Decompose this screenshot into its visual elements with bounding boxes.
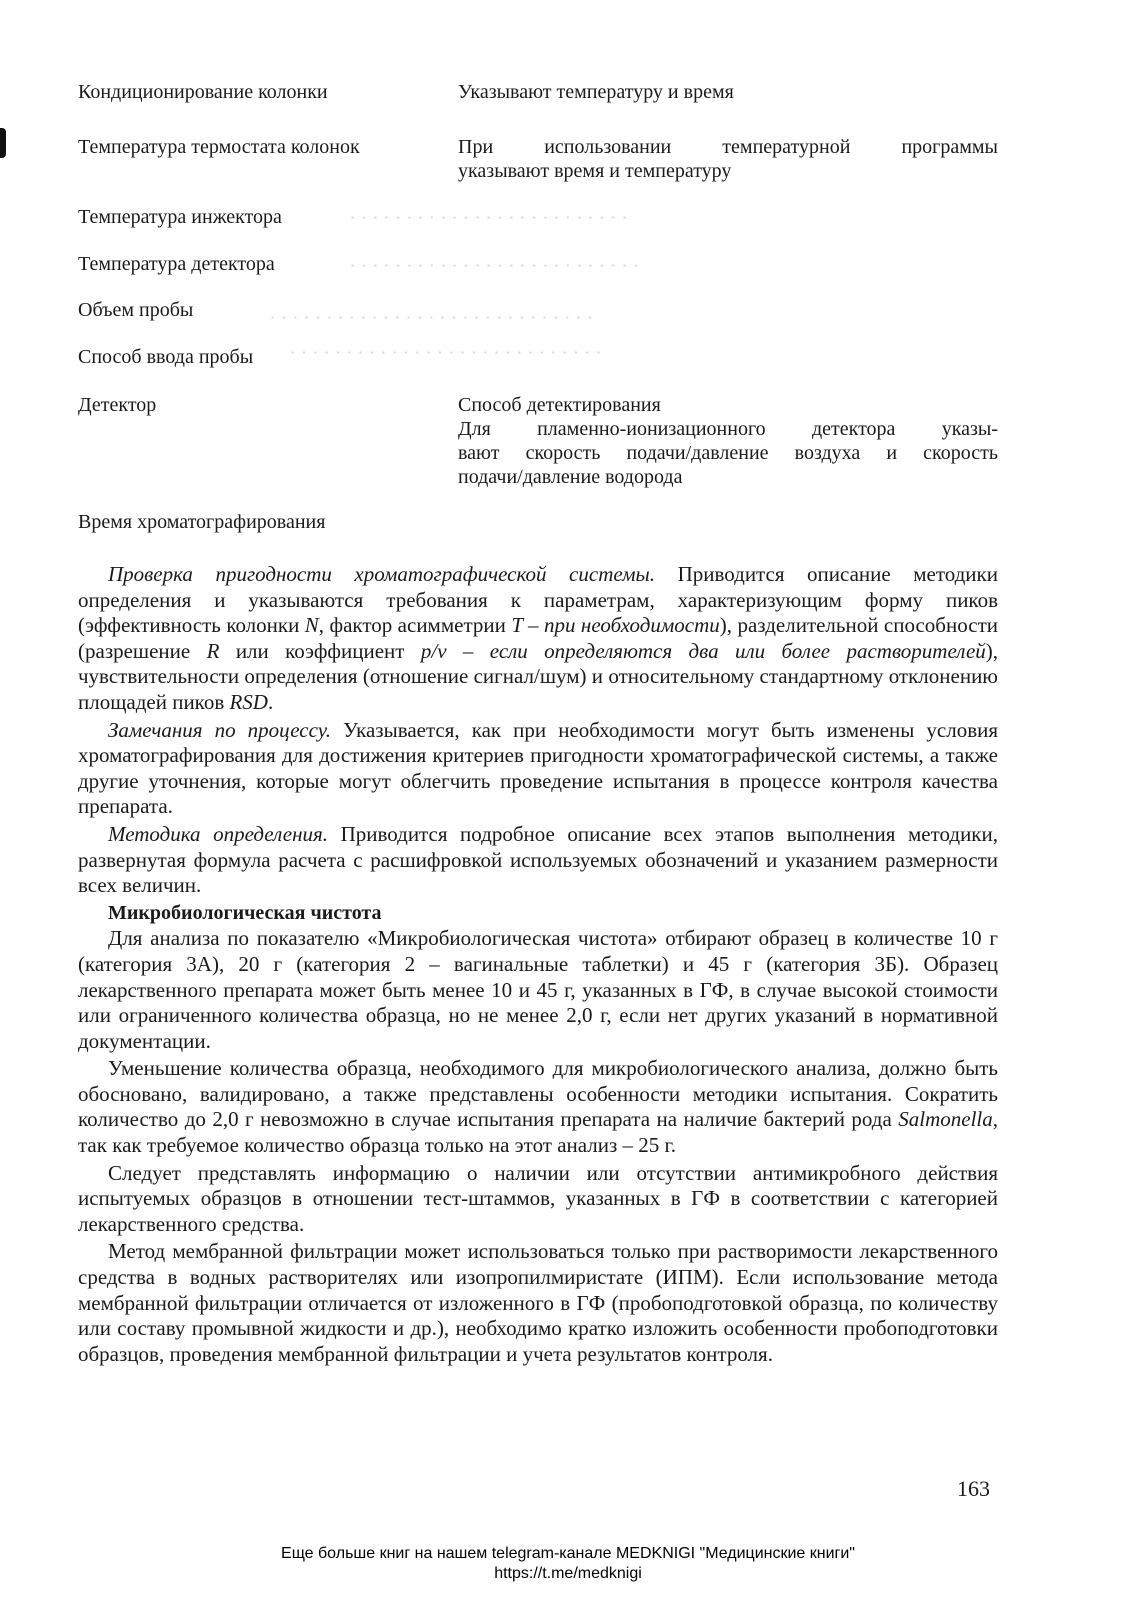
footer-link[interactable]: https://t.me/medknigi: [494, 1565, 642, 1582]
table-value: Способ детектирования Для пламенно-ионизационного детектора указы- вают скорость подачи/давление воздуха и скорость подачи/давление водорода: [458, 394, 998, 488]
table-key: Способ ввода пробы: [78, 346, 254, 368]
section-heading: Микробиологическая чистота: [108, 901, 382, 924]
table-key: Время хроматографирования: [78, 511, 326, 533]
footer-line: Еще больше книг на нашем telegram-канале MEDKNIGI "Медицинские книги": [281, 1545, 855, 1562]
table-key: Температура термостата колонок: [78, 136, 360, 158]
bleed-through-3: · · · · · · · · · · · · · · · · · · · · · · · · · · · · ·: [270, 310, 594, 327]
margin-mark: [0, 128, 6, 158]
bleed-through-2: · · · · · · · · · · · · · · · · · · · · · · · · · ·: [350, 258, 640, 275]
paragraph-method: Методика определения. Приводится подробное описание всех этапов выполнения методики, развернутая формула расчета с расшифровкой используемых обозначений и указанием размерности всех величин.: [78, 821, 998, 898]
footer-watermark: [0, 1544, 1136, 1584]
table-key: Температура инжектора: [78, 206, 282, 228]
paragraph-sample-reduction: Уменьшение количества образца, необходимого для микробиологического анализа, должно быть обосновано, валидировано, а также представлены особенности методики испытания. Сократить количество до 2,0 г невозможно в случае испытания препарата на наличие бактерий рода Salmonella, так как требуемое количество образца только на этот анализ – 25 г.: [78, 1056, 998, 1158]
body-text: [78, 562, 998, 1369]
table-key: Объем пробы: [78, 299, 194, 321]
paragraph-system-suitability: Проверка пригодности хроматографической системы. Приводится описание методики определения и указываются требования к параметрам, характеризующим форму пиков (эффективность колонки N, фактор асимметрии T – при необходимости), разделительной способности (разрешение R или коэффициент p/v – если определяются два или более растворителей), чувствительности определения (отношение сигнал/шум) и относительному стандартному отклонению площадей пиков RSD.: [78, 562, 999, 714]
table-key: Детектор: [78, 394, 157, 416]
page-number: 163: [957, 1476, 990, 1501]
table-value: Указывают температуру и время: [458, 81, 734, 103]
bleed-through-1: · · · · · · · · · · · · · · · · · · · · · · · · ·: [350, 210, 629, 227]
table-key: Кондиционирование колонки: [78, 81, 328, 103]
paragraph-process-notes: Замечания по процессу. Указывается, как при необходимости могут быть изменены условия хроматографирования для достижения критериев пригодности хроматографической системы, а также другие уточнения, которые могут облегчить проведение испытания в процессе контроля качества препарата.: [78, 717, 999, 819]
table-value: При использовании температурной программы указывают время и температуру: [458, 136, 998, 182]
table-key: Температура детектора: [78, 253, 275, 275]
paragraph-antimicrobial: Следует представлять информацию о наличии или отсутствии антимикробного действия испытуемых образцов в отношении тест-штаммов, указанных в ГФ в соответствии с категорией лекарственного средства.: [78, 1160, 998, 1236]
paragraph-sample-amount: Для анализа по показателю «Микробиологическая чистота» отбирают образец в количестве 10 г (категория 3А), 20 г (категория 2 – вагинальные таблетки) и 45 г (категория 3Б). Образец лекарственного препарата может быть менее 10 и 45 г, указанных в ГФ, в случае высокой стоимости или ограниченного количества образца, но не менее 2,0 г, если нет других указаний в нормативной документации.: [78, 926, 998, 1053]
bleed-through-4: · · · · · · · · · · · · · · · · · · · · · · · · · · · ·: [290, 345, 603, 362]
paragraph-membrane-filtration: Метод мембранной фильтрации может использоваться только при растворимости лекарственного средства в водных растворителях или изопропилмиристате (ИПМ). Если использование метода мембранной фильтрации отличается от изложенного в ГФ (пробоподготовкой образца, по количеству или составу промывной жидкости и др.), необходимо кратко изложить особенности пробоподготовки образцов, проведения мембранной фильтрации и учета результатов контроля.: [78, 1239, 998, 1366]
